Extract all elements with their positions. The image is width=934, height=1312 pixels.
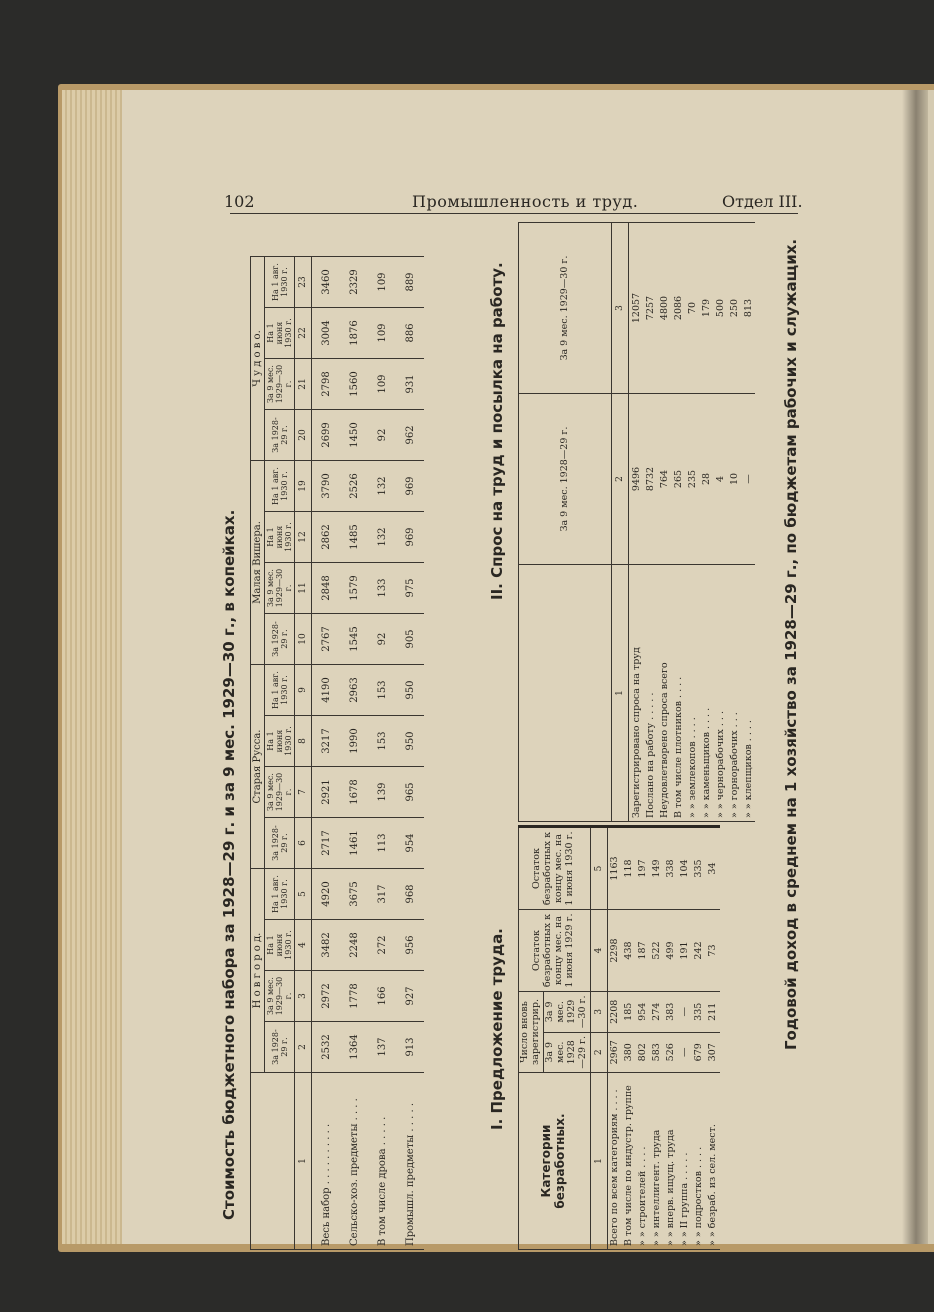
cell-value: 28 bbox=[699, 394, 713, 565]
cell-value: 70 bbox=[685, 223, 699, 394]
table2-head-4: Остаток безработных к концу мес. на 1 июня 1930 г. bbox=[519, 827, 591, 910]
column-number: 2 bbox=[590, 1032, 607, 1072]
cell-value: 185 bbox=[622, 992, 636, 1033]
column-number: 2 bbox=[295, 1022, 312, 1073]
cell-value: 137 bbox=[368, 1022, 396, 1073]
cell-value: 9496 bbox=[629, 394, 644, 565]
column-number: 7 bbox=[295, 767, 312, 818]
budget-table bbox=[250, 256, 424, 1250]
cell-value: 4 bbox=[713, 394, 727, 565]
cell-value: 764 bbox=[657, 394, 671, 565]
table-row bbox=[706, 827, 720, 1250]
cell-value: 3460 bbox=[312, 257, 341, 308]
column-number: 19 bbox=[295, 461, 312, 512]
cell-value: 1461 bbox=[340, 818, 368, 869]
period-header: За 9 мес. 1929—30 г. bbox=[265, 359, 295, 410]
row-label: » » горнорабочих . . . bbox=[727, 565, 741, 822]
column-number: 22 bbox=[295, 308, 312, 359]
period-header: За 9 мес. 1929—30 г. bbox=[265, 767, 295, 818]
cell-value: 191 bbox=[678, 910, 692, 992]
cell-value: 2298 bbox=[607, 910, 622, 992]
cell-value: 969 bbox=[396, 461, 424, 512]
cell-value: — bbox=[678, 992, 692, 1033]
cell-value: 2921 bbox=[312, 767, 341, 818]
row-label: » » чернорабочих . . . bbox=[713, 565, 727, 822]
right-page bbox=[928, 90, 934, 1244]
cell-value: 1579 bbox=[340, 563, 368, 614]
row-label: » » безраб. из сел. мест. bbox=[706, 1073, 720, 1250]
column-number: 12 bbox=[295, 512, 312, 563]
row-label: » » интеллигент. труда bbox=[650, 1073, 664, 1250]
cell-value: 242 bbox=[692, 910, 706, 992]
column-number: 2 bbox=[612, 394, 629, 565]
column-number: 23 bbox=[295, 257, 312, 308]
cell-value: 954 bbox=[636, 992, 650, 1033]
cell-value: 380 bbox=[622, 1032, 636, 1072]
cell-value: 2963 bbox=[340, 665, 368, 716]
cell-value: 92 bbox=[368, 410, 396, 461]
cell-value: 889 bbox=[396, 257, 424, 308]
cell-value: 3675 bbox=[340, 869, 368, 920]
cell-value: 3004 bbox=[312, 308, 341, 359]
cell-value: 813 bbox=[741, 223, 755, 394]
column-number: 8 bbox=[295, 716, 312, 767]
cell-value: 187 bbox=[636, 910, 650, 992]
cell-value: 250 bbox=[727, 223, 741, 394]
table3-wrapper bbox=[518, 222, 755, 822]
table1-wrapper bbox=[250, 256, 424, 1250]
labour-supply-table bbox=[518, 825, 720, 1250]
table-row bbox=[650, 827, 664, 1250]
book-gutter bbox=[902, 90, 930, 1244]
cell-value: 235 bbox=[685, 394, 699, 565]
cell-value: 950 bbox=[396, 665, 424, 716]
cell-value: 1163 bbox=[607, 827, 622, 910]
table-row bbox=[741, 223, 755, 822]
cell-value: 139 bbox=[368, 767, 396, 818]
cell-value: 956 bbox=[396, 920, 424, 971]
cell-value: 383 bbox=[664, 992, 678, 1033]
cell-value: 522 bbox=[650, 910, 664, 992]
period-header: На 1 июня 1930 г. bbox=[265, 920, 295, 971]
cell-value: 153 bbox=[368, 716, 396, 767]
period-header: За 9 мес. 1929—30 г. bbox=[265, 971, 295, 1022]
cell-value: 338 bbox=[664, 827, 678, 910]
cell-value: 113 bbox=[368, 818, 396, 869]
table-row bbox=[312, 257, 341, 1250]
section-label: Отдел III. bbox=[722, 192, 803, 211]
column-number: 3 bbox=[612, 223, 629, 394]
column-number: 10 bbox=[295, 614, 312, 665]
column-number: 1 bbox=[590, 1073, 607, 1250]
cell-value: 1485 bbox=[340, 512, 368, 563]
table-row bbox=[396, 257, 424, 1250]
row-label: » » подростков . . . . bbox=[692, 1073, 706, 1250]
row-label: Неудовлетворено спроса всего bbox=[657, 565, 671, 822]
table-row bbox=[664, 827, 678, 1250]
cell-value: 1678 bbox=[340, 767, 368, 818]
cell-value: 335 bbox=[692, 992, 706, 1033]
row-label: » » клепщиков . . . . bbox=[741, 565, 755, 822]
row-label: В том числе по индустр. группе bbox=[622, 1073, 636, 1250]
table-row bbox=[685, 223, 699, 822]
row-label: » » строителей . . . . bbox=[636, 1073, 650, 1250]
cell-value: 2532 bbox=[312, 1022, 341, 1073]
cell-value: 2208 bbox=[607, 992, 622, 1033]
cell-value: 317 bbox=[368, 869, 396, 920]
cell-value: 2699 bbox=[312, 410, 341, 461]
table3-stub-head bbox=[519, 565, 612, 822]
period-header: На 1 авг. 1930 г. bbox=[265, 461, 295, 512]
cell-value: 500 bbox=[713, 223, 727, 394]
town-header: Н о в г о р о д. bbox=[251, 869, 265, 1073]
running-title: Промышленность и труд. bbox=[412, 192, 639, 211]
row-label: Весь набор . . . . . . . . . . bbox=[312, 1073, 341, 1250]
cell-value: 583 bbox=[650, 1032, 664, 1072]
period-header: На 1 авг. 1930 г. bbox=[265, 665, 295, 716]
cell-value: 109 bbox=[368, 359, 396, 410]
cell-value: 954 bbox=[396, 818, 424, 869]
cell-value: 1990 bbox=[340, 716, 368, 767]
cell-value: 2248 bbox=[340, 920, 368, 971]
cell-value: — bbox=[678, 1032, 692, 1072]
table3-head-1: За 9 мес. 1928—29 г. bbox=[519, 394, 612, 565]
rotated-content bbox=[220, 210, 810, 1250]
cell-value: 10 bbox=[727, 394, 741, 565]
cell-value: 211 bbox=[706, 992, 720, 1033]
table-row bbox=[643, 223, 657, 822]
cell-value: 179 bbox=[699, 223, 713, 394]
row-label: » » II группа . . . . . bbox=[678, 1073, 692, 1250]
row-label: В том числе плотников . . . . bbox=[671, 565, 685, 822]
table-row bbox=[340, 257, 368, 1250]
row-label: » » вперв. ищущ. труда bbox=[664, 1073, 678, 1250]
cell-value: 73 bbox=[706, 910, 720, 992]
cell-value: 4190 bbox=[312, 665, 341, 716]
cell-value: 965 bbox=[396, 767, 424, 818]
page-edges bbox=[62, 90, 126, 1244]
cell-value: 950 bbox=[396, 716, 424, 767]
cell-value: 8732 bbox=[643, 394, 657, 565]
cell-value: 962 bbox=[396, 410, 424, 461]
table-row bbox=[678, 827, 692, 1250]
cell-value: 438 bbox=[622, 910, 636, 992]
table1-stub-head bbox=[251, 1073, 295, 1250]
cell-value: 197 bbox=[636, 827, 650, 910]
row-label: Промышл. предметы . . . . . bbox=[396, 1073, 424, 1250]
cell-value: 2972 bbox=[312, 971, 341, 1022]
table-row bbox=[699, 223, 713, 822]
column-number: 3 bbox=[590, 992, 607, 1033]
cell-value: 132 bbox=[368, 512, 396, 563]
row-label: Сельско-хоз. предметы . . . . bbox=[340, 1073, 368, 1250]
cell-value: 2798 bbox=[312, 359, 341, 410]
cell-value: 905 bbox=[396, 614, 424, 665]
column-number: 20 bbox=[295, 410, 312, 461]
table2-title: I. Предложение труда. bbox=[488, 928, 506, 1130]
cell-value: 969 bbox=[396, 512, 424, 563]
cell-value: 109 bbox=[368, 308, 396, 359]
table-row bbox=[622, 827, 636, 1250]
cell-value: — bbox=[741, 394, 755, 565]
table-row bbox=[692, 827, 706, 1250]
column-number: 9 bbox=[295, 665, 312, 716]
period-header: За 1928-29 г. bbox=[265, 614, 295, 665]
cell-value: 1876 bbox=[340, 308, 368, 359]
column-number: 5 bbox=[295, 869, 312, 920]
table1-title: Стоимость бюджетного набора за 1928—29 г. и за 9 мес. 1929—30 г., в копейках. bbox=[220, 509, 238, 1220]
table2-wrapper bbox=[518, 825, 720, 1250]
table-row bbox=[368, 257, 396, 1250]
column-number: 1 bbox=[612, 565, 629, 822]
cell-value: 307 bbox=[706, 1032, 720, 1072]
cell-value: 2967 bbox=[607, 1032, 622, 1072]
cell-value: 2086 bbox=[671, 223, 685, 394]
cell-value: 1364 bbox=[340, 1022, 368, 1073]
column-number: 11 bbox=[295, 563, 312, 614]
cell-value: 2862 bbox=[312, 512, 341, 563]
period-header: На 1 июня 1930 г. bbox=[265, 308, 295, 359]
cell-value: 166 bbox=[368, 971, 396, 1022]
cell-value: 1560 bbox=[340, 359, 368, 410]
row-label: Зарегистрировано спроса на труд bbox=[629, 565, 644, 822]
cell-value: 975 bbox=[396, 563, 424, 614]
table-row bbox=[657, 223, 671, 822]
cell-value: 2526 bbox=[340, 461, 368, 512]
cell-value: 526 bbox=[664, 1032, 678, 1072]
period-header: На 1 авг. 1930 г. bbox=[265, 257, 295, 308]
table2-stub-head: Категории безработных. bbox=[519, 1073, 591, 1250]
column-number: 4 bbox=[295, 920, 312, 971]
cell-value: 931 bbox=[396, 359, 424, 410]
cell-value: 12057 bbox=[629, 223, 644, 394]
table-row bbox=[607, 827, 622, 1250]
cell-value: 1450 bbox=[340, 410, 368, 461]
column-number: 6 bbox=[295, 818, 312, 869]
row-label: Всего по всем категориям . . . . bbox=[607, 1073, 622, 1250]
column-number: 1 bbox=[295, 1073, 312, 1250]
cell-value: 92 bbox=[368, 614, 396, 665]
town-header: Старая Русса. bbox=[251, 665, 265, 869]
cell-value: 3790 bbox=[312, 461, 341, 512]
table-row bbox=[713, 223, 727, 822]
cell-value: 679 bbox=[692, 1032, 706, 1072]
period-header: На 1 авг. 1930 г. bbox=[265, 869, 295, 920]
cell-value: 2329 bbox=[340, 257, 368, 308]
cell-value: 274 bbox=[650, 992, 664, 1033]
period-header: За 9 мес. 1929—30 г. bbox=[265, 563, 295, 614]
column-number: 21 bbox=[295, 359, 312, 410]
next-table-title: Годовой доход в среднем на 1 хозяйство за 1928—29 г., по бюджетам рабочих и служащих. bbox=[782, 238, 800, 1050]
cell-value: 4920 bbox=[312, 869, 341, 920]
cell-value: 109 bbox=[368, 257, 396, 308]
cell-value: 802 bbox=[636, 1032, 650, 1072]
table2-head-1: За 9 мес. 1928—29 г. bbox=[543, 1032, 590, 1072]
cell-value: 1778 bbox=[340, 971, 368, 1022]
cell-value: 1545 bbox=[340, 614, 368, 665]
column-number: 5 bbox=[590, 827, 607, 910]
table-row bbox=[671, 223, 685, 822]
cell-value: 2717 bbox=[312, 818, 341, 869]
column-number: 4 bbox=[590, 910, 607, 992]
table2-group-head: Число вновь зарегистрир. bbox=[519, 992, 544, 1073]
cell-value: 927 bbox=[396, 971, 424, 1022]
cell-value: 4800 bbox=[657, 223, 671, 394]
page-number: 102 bbox=[224, 192, 255, 211]
row-label: В том числе дрова . . . . . bbox=[368, 1073, 396, 1250]
cell-value: 7257 bbox=[643, 223, 657, 394]
table-row bbox=[629, 223, 644, 822]
cell-value: 34 bbox=[706, 827, 720, 910]
row-label: » » каменьщиков . . . . bbox=[699, 565, 713, 822]
column-number: 3 bbox=[295, 971, 312, 1022]
cell-value: 886 bbox=[396, 308, 424, 359]
table3-head-2: За 9 мес. 1929—30 г. bbox=[519, 223, 612, 394]
row-label: » » землекопов . . . . bbox=[685, 565, 699, 822]
cell-value: 104 bbox=[678, 827, 692, 910]
period-header: За 1928-29 г. bbox=[265, 410, 295, 461]
table2-head-2: За 9 мес. 1929—30 г. bbox=[543, 992, 590, 1033]
cell-value: 265 bbox=[671, 394, 685, 565]
period-header: На 1 июня 1930 г. bbox=[265, 512, 295, 563]
cell-value: 3482 bbox=[312, 920, 341, 971]
cell-value: 149 bbox=[650, 827, 664, 910]
cell-value: 499 bbox=[664, 910, 678, 992]
cell-value: 968 bbox=[396, 869, 424, 920]
town-header: Малая Вишера. bbox=[251, 461, 265, 665]
cell-value: 2848 bbox=[312, 563, 341, 614]
cell-value: 3217 bbox=[312, 716, 341, 767]
cell-value: 335 bbox=[692, 827, 706, 910]
cell-value: 118 bbox=[622, 827, 636, 910]
table-row bbox=[636, 827, 650, 1250]
table3-title: II. Спрос на труд и посылка на работу. bbox=[488, 262, 506, 600]
period-header: На 1 июня 1930 г. bbox=[265, 716, 295, 767]
table2-head-3: Остаток безработных к концу мес. на 1 июня 1929 г. bbox=[519, 910, 591, 992]
row-label: Послано на работу . . . . . bbox=[643, 565, 657, 822]
cell-value: 272 bbox=[368, 920, 396, 971]
cell-value: 133 bbox=[368, 563, 396, 614]
labour-demand-table bbox=[518, 222, 755, 822]
period-header: За 1928-29 г. bbox=[265, 818, 295, 869]
period-header: За 1928-29 г. bbox=[265, 1022, 295, 1073]
town-header: Ч у д о в о. bbox=[251, 257, 265, 461]
cell-value: 153 bbox=[368, 665, 396, 716]
cell-value: 132 bbox=[368, 461, 396, 512]
cell-value: 2767 bbox=[312, 614, 341, 665]
cell-value: 913 bbox=[396, 1022, 424, 1073]
table-row bbox=[727, 223, 741, 822]
